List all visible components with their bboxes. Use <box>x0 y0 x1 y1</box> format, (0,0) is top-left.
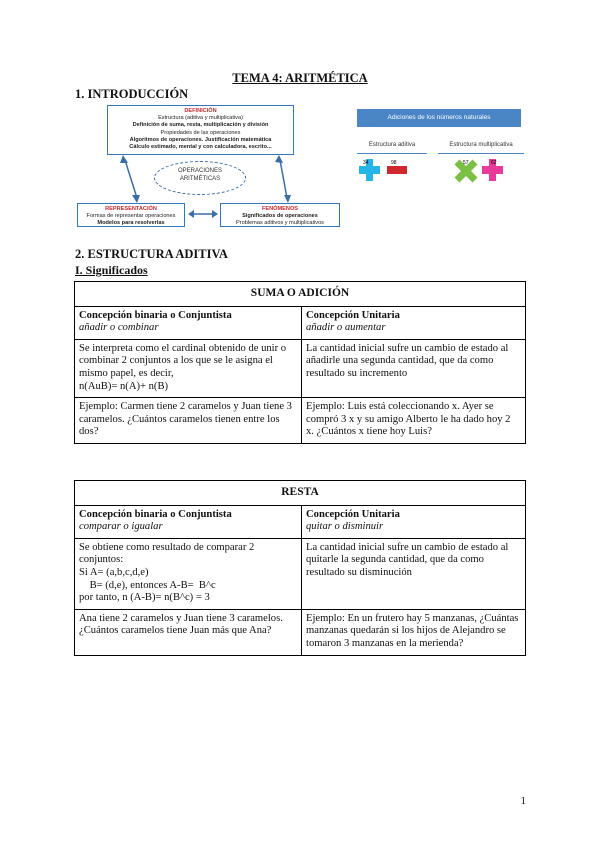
page-number: 1 <box>520 795 526 807</box>
suma-col1-header <box>75 306 302 339</box>
cell-text: Se obtiene como resultado de comparar 2 conjuntos: <box>79 541 255 566</box>
col-subtitle: comparar o igualar <box>79 521 163 533</box>
estructura-aditiva-label: Estructura aditiva <box>357 142 427 154</box>
definicion-line: Algoritmos de operaciones. Justificación matemática <box>129 136 272 143</box>
col-subtitle: añadir o combinar <box>79 322 159 334</box>
arrowhead-icon <box>275 155 283 163</box>
section-introduccion: 1. INTRODUCCIÓN <box>75 87 189 101</box>
ellipse-line: ARITMÉTICAS <box>179 176 221 182</box>
definicion-line: Estructura (aditiva y multiplicativa) <box>158 115 243 122</box>
fenomenos-box <box>220 203 340 227</box>
number-label: 34 <box>363 160 369 166</box>
double-arrow-icon <box>188 208 218 220</box>
fenomenos-line: Problemas aditivos y multiplicativos <box>236 220 324 227</box>
representacion-line: Formas de representar operaciones <box>86 213 176 220</box>
col-title: Concepción Unitaria <box>306 508 400 520</box>
suma-col2-header <box>302 306 526 339</box>
section-estructura-aditiva: 2. ESTRUCTURA ADITIVA <box>75 247 228 261</box>
definicion-line: Definición de suma, resta, multiplicación y división <box>132 122 269 129</box>
minus-icon <box>387 166 407 174</box>
definicion-heading: DEFINICIÓN <box>184 108 217 114</box>
representacion-heading: REPRESENTACIÓN <box>105 206 157 212</box>
resta-row1-col2: La cantidad inicial sufre un cambio de estado al quitarle la segunda cantidad, que da como resultado su disminución <box>302 538 526 609</box>
suma-table <box>74 281 526 444</box>
operaciones-ellipse <box>154 161 246 195</box>
suma-row1-col2: La cantidad inicial sufre un cambio de estado al añadirle una segunda cantidad, que da como resultado su incremento <box>302 339 526 397</box>
arrowhead-icon <box>120 155 128 163</box>
cell-text: por tanto, n (A-B)= n(B^c) = 3 <box>79 592 210 604</box>
col-subtitle: añadir o aumentar <box>306 322 386 334</box>
cell-formula: n(AuB)= n(A)+ n(B) <box>79 380 169 392</box>
representacion-line: Modelos para resolverlas <box>97 220 165 227</box>
resta-row2-col1: Ana tiene 2 caramelos y Juan tiene 3 caramelos. ¿Cuántos caramelos tiene Juan más que Ana? <box>75 609 302 655</box>
col-subtitle: quitar o disminuir <box>306 521 384 533</box>
resta-row1-col1 <box>75 538 302 609</box>
page-title: TEMA 4: ARITMÉTICA <box>232 71 368 85</box>
cell-text: Se interpreta como el cardinal obtenido de unir o combinar 2 conjuntos a los que se le asigna el mismo papel, es decir, <box>79 342 287 379</box>
cell-text: Si A= (a,b,c,d,e) <box>79 566 149 578</box>
arrow-left-up <box>125 160 137 198</box>
suma-row1-col1 <box>75 339 302 397</box>
representacion-box <box>77 203 185 227</box>
definicion-line: Cálculo estimado, mental y con calculadora, escrito... <box>129 144 272 151</box>
fenomenos-line: Significados de operaciones <box>242 213 318 220</box>
number-label: 62 <box>491 160 497 166</box>
resta-row2-col2: Ejemplo: En un frutero hay 5 manzanas, ¿Cuántas manzanas quedarán si los hijos de Alejandro se tomaron 3 manzanas en la merienda? <box>302 609 526 655</box>
suma-row2-col1: Ejemplo: Carmen tiene 2 caramelos y Juan tiene 3 caramelos. ¿Cuántos caramelos tienen entre los dos? <box>75 398 302 444</box>
arrowhead-icon <box>284 195 291 203</box>
operation-symbols <box>357 156 527 186</box>
cell-text: B= (d,e), entonces A-B= B^c <box>79 579 216 591</box>
suma-row2-col2: Ejemplo: Luis está coleccionando x. Ayer se compró 3 x y su amigo Alberto le ha dado hoy 2 x. ¿Cuántos x tiene hoy Luis? <box>302 398 526 444</box>
subsection-significados: I. Significados <box>75 263 148 277</box>
resta-table <box>74 480 526 656</box>
resta-col2-header <box>302 505 526 538</box>
fenomenos-heading: FENÓMENOS <box>261 206 299 212</box>
col-title: Concepción Unitaria <box>306 309 400 321</box>
estructura-multiplicativa-label: Estructura multiplicativa <box>438 142 524 154</box>
ellipse-line: OPERACIONES <box>177 168 222 174</box>
definicion-box <box>107 105 294 155</box>
arrowhead-icon <box>132 195 140 203</box>
number-label: 57 <box>463 160 469 166</box>
arrow-right-down <box>280 160 287 198</box>
definicion-line: Propiedades de las operaciones <box>160 129 241 136</box>
number-label: 98 <box>391 160 397 166</box>
col-title: Concepción binaria o Conjuntista <box>79 309 232 321</box>
natural-numbers-bar: Adiciones de los números naturales <box>357 109 521 127</box>
suma-header: SUMA O ADICIÓN <box>75 282 526 307</box>
col-title: Concepción binaria o Conjuntista <box>79 508 232 520</box>
resta-col1-header <box>75 505 302 538</box>
resta-header: RESTA <box>75 481 526 506</box>
